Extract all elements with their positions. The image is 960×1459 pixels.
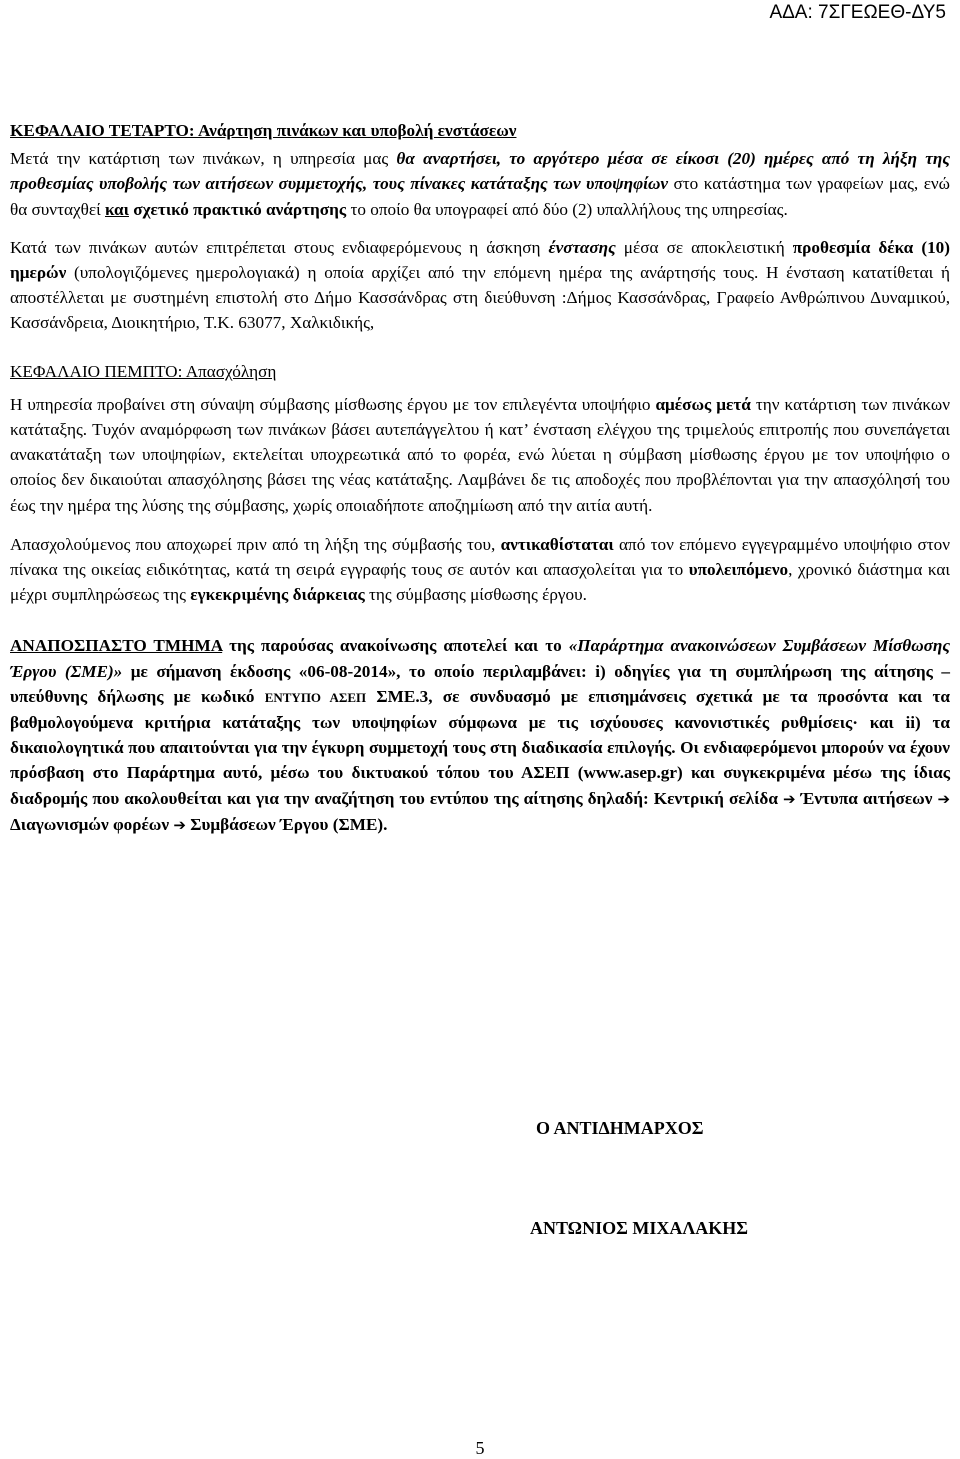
path-step: Κεντρική σελίδα xyxy=(653,788,778,808)
ada-code: ΑΔΑ: 7ΣΓΕΩΕΘ-ΔΥ5 xyxy=(769,2,946,23)
annex-paragraph xyxy=(10,633,950,838)
text-span: Μετά την κατάρτιση των πινάκων, η υπηρεσία μας xyxy=(10,149,397,169)
text-span: ΑΝΑΠΟΣΠΑΣΤΟ ΤΜΗΜΑ xyxy=(10,636,223,656)
path-step: Έντυπα αιτήσεων xyxy=(800,788,933,808)
path-step: Διαγωνισμών φορέων xyxy=(10,814,170,834)
path-step: Συμβάσεων Έργου (ΣΜΕ). xyxy=(190,814,388,834)
chapter-four-title-text: ΚΕΦΑΛΑΙΟ ΤΕΤΑΡΤΟ: Ανάρτηση πινάκων και υποβολή ενστάσεων xyxy=(10,121,517,140)
text-span: την κατάρτιση των πινάκων κατάταξης. Τυχόν αναμόρφωση των πινάκων βάσει αυτεπάγγελτου ή κατ’ ένσταση ελέγχου της τριμελούς επιτροπής που συνεπάγεται ανακατάταξη των υποψηφίων, εκτελείται υποχρεωτικά από το φορέα, ενώ λύεται η σύμβαση μίσθωσης έργου με τον υποψήφιο ο οποίος δεν δικαιούται απασχόλησης βάσει της νέας κατάταξης. Λαμβάνει δε τις αποδοχές που προβλέπονται για την απασχόλησή του έως την ημέρα της λύσης της σύμβασης, χωρίς οποιαδήποτε αποζημίωση από την αιτία αυτή. xyxy=(10,394,951,515)
text-span: ένστασης xyxy=(548,237,616,257)
arrow-right-icon: ➔ xyxy=(937,789,951,808)
text-span: «Παράρτημα ανακοινώσεων Συμβάσεων Μίσθωσης Έργου (ΣΜΕ)» xyxy=(10,636,950,681)
text-span: από τον επόμενο εγγεγραμμένο υποψήφιο στον πίνακα της οικείας ειδικότητας, κατά τη σειρά εγγραφής τους σε αυτόν και απασχολείται για το xyxy=(10,534,950,580)
text-span: θα αναρτήσει, το αργότερο μέσα σε είκοσι (20) ημέρες από τη λήξη της προθεσμίας υποβολής των αιτήσεων συμμετοχής, τους πίνακες κατάταξης των υποψηφίων xyxy=(10,149,950,194)
signatory-role: Ο ΑΝΤΙΔΗΜΑΡΧΟΣ xyxy=(536,1118,704,1138)
chapter-five-paragraph-1 xyxy=(10,392,950,518)
text-span: (υπολογιζόμενες ημερολογιακά) η οποία αρχίζει από την επόμενη ημέρα της ανάρτησής τους. Η ένσταση κατατίθεται ή αποστέλλεται με συστημένη επιστολή στο Δήμο Κασσάνδρας στη διεύθυνση :Δήμος Κασσάνδρας, Γραφείο Ανθρώπινου Δυναμικού, Κασσάνδρεια, Διοικητήριο, Τ.Κ. 63077, Χαλκιδικής, xyxy=(10,263,950,333)
text-span: Η υπηρεσία προβαίνει στη σύναψη σύμβασης μίσθωσης έργου με τον επιλεγέντα υποψήφιο xyxy=(10,394,656,414)
chapter-four-paragraph-2 xyxy=(10,235,950,336)
text-span: μέσα σε αποκλειστική xyxy=(615,237,793,257)
text-span: με σήμανση έκδοσης «06-08-2014», το οποίο περιλαμβάνει: i) οδηγίες για τη συμπλήρωση της αίτησης – υπεύθυνης δήλωσης με κωδικό xyxy=(10,661,950,706)
chapter-four-title xyxy=(10,118,950,143)
chapter-five-title xyxy=(10,359,950,384)
text-span: Απασχολούμενος που αποχωρεί πριν από τη λήξη της σύμβασής του, xyxy=(10,534,501,554)
text-span: στο κατάστημα των γραφείων μας, ενώ θα συνταχθεί xyxy=(10,174,950,219)
text-span: υπολειπόμενο xyxy=(688,560,789,580)
text-span: ΕΝΤΥΠΟ ΑΣΕΠ xyxy=(264,689,367,705)
text-span: αντικαθίσταται xyxy=(500,534,614,554)
text-span: της παρούσας ανακοίνωσης αποτελεί και το xyxy=(222,636,569,656)
text-span: ΣΜΕ.3, σε συνδυασμό με επισημάνσεις σχετικά με τα προσόντα και τα βαθμολογούμενα κριτήρια κατάταξης των υποψηφίων σύμφωνα με τις ισχύουσες κανονιστικές ρυθμίσεις· και ii) τα δικαιολογητικά που απαιτούνται για την έγκυρη συμμετοχή τους στη διαδικασία επιλογής. Οι ενδιαφερόμενοι μπορούν να έχουν πρόσβαση στο Παράρτημα αυτό, μέσω του δικτυακού τόπου του ΑΣΕΠ (www.asep.gr) και συγκεκριμένα μέσω της ίδιας διαδρομής που ακολουθείται και για την αναζήτηση του εντύπου της αίτησης δηλαδή: xyxy=(10,686,950,808)
chapter-five-title-text: ΚΕΦΑΛΑΙΟ ΠΕΜΠΤΟ: Απασχόληση xyxy=(10,361,277,381)
document-body xyxy=(10,118,950,838)
text-span: της σύμβασης μίσθωσης έργου. xyxy=(364,585,587,605)
text-span: αμέσως μετά xyxy=(655,394,751,414)
text-span: το οποίο θα υπογραφεί από δύο (2) υπαλλήλους της υπηρεσίας. xyxy=(346,199,788,219)
page-number: 5 xyxy=(475,1438,485,1458)
signatory-name: ΑΝΤΩΝΙΟΣ ΜΙΧΑΛΑΚΗΣ xyxy=(530,1218,749,1238)
chapter-five-paragraph-2 xyxy=(10,532,950,608)
text-span: προθεσμία δέκα (10) ημερών xyxy=(10,237,950,283)
text-span: και xyxy=(105,199,129,219)
text-span: σχετικό πρακτικό ανάρτησης xyxy=(128,199,347,219)
text-span: εγκεκριμένης διάρκειας xyxy=(190,585,365,605)
arrow-right-icon: ➔ xyxy=(173,815,186,834)
text-span: Κατά των πινάκων αυτών επιτρέπεται στους ενδιαφερόμενους η άσκηση xyxy=(10,237,549,257)
arrow-right-icon: ➔ xyxy=(782,789,796,808)
chapter-four-paragraph-1 xyxy=(10,146,950,222)
text-span: , χρονικό διάστημα και μέχρι συμπληρώσεως της xyxy=(10,560,950,605)
